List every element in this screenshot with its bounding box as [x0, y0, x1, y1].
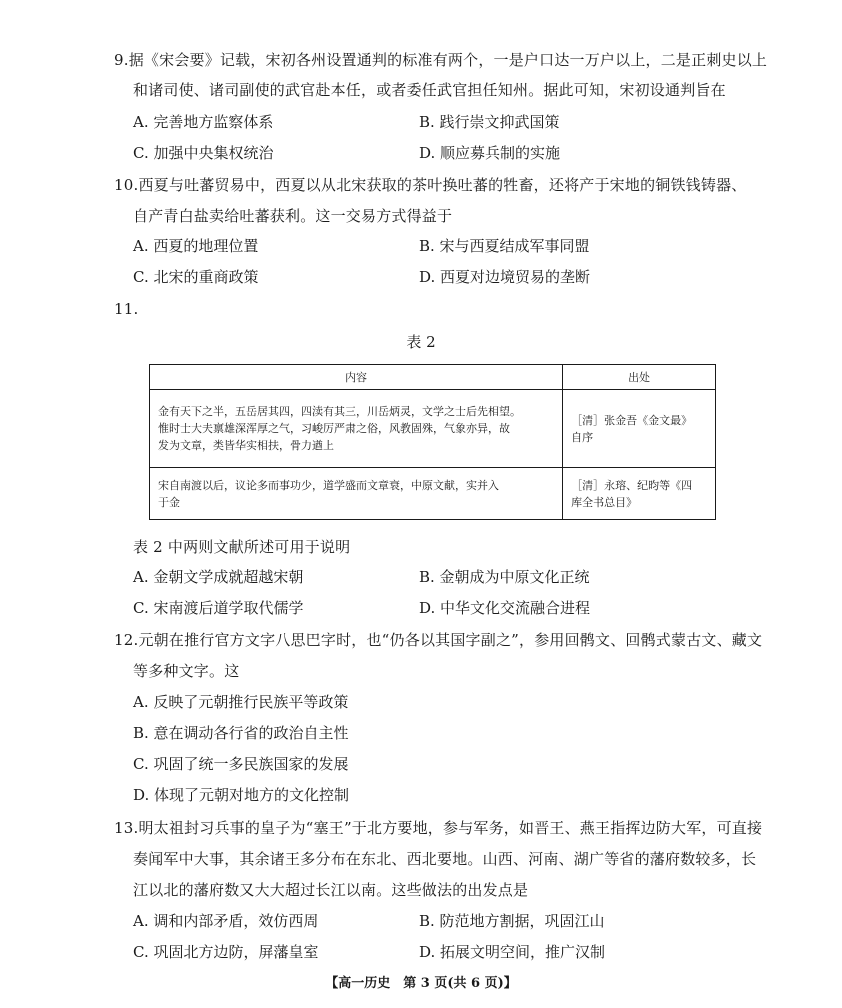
- q12-option-b: B. 意在调动各行省的政治自主性: [133, 724, 349, 742]
- q11-stem: 表 2 中两则文献所述可用于说明: [133, 538, 351, 556]
- q13-stem-line-2: 奏闻军中大事，其余诸王多分布在东北、西北要地。山西、河南、湖广等省的藩府数较多，长: [133, 850, 757, 868]
- q10-option-a: A. 西夏的地理位置: [133, 237, 259, 255]
- q9-option-c: C. 加强中央集权统治: [133, 144, 274, 162]
- q13-stem-line-3: 江以北的藩府数又大大超过长江以南。这些做法的出发点是: [133, 881, 529, 899]
- q12-option-c: C. 巩固了统一多民族国家的发展: [133, 755, 349, 773]
- q9-stem-line-2: 和诸司使、诸司副使的武官赴本任，或者委任武官担任知州。据此可知，宋初设通判旨在: [133, 81, 726, 99]
- table-row: [150, 468, 716, 520]
- table-row: [150, 390, 716, 468]
- q11-option-d: D. 中华文化交流融合进程: [419, 599, 591, 617]
- q12-option-a: A. 反映了元朝推行民族平等政策: [133, 693, 349, 711]
- q11-option-c: C. 宋南渡后道学取代儒学: [133, 599, 304, 617]
- table-2: [149, 364, 716, 520]
- table-header-content: 内容: [150, 365, 563, 390]
- q9-option-b: B. 践行崇文抑武国策: [419, 113, 560, 131]
- table-cell-line: 金有天下之半，五岳居其四，四渎有其三，川岳炳灵，文学之士后先相望。: [158, 405, 521, 418]
- q11-number: 11.: [114, 300, 139, 318]
- q9-option-a: A. 完善地方监察体系: [133, 113, 274, 131]
- q10-option-c: C. 北宋的重商政策: [133, 268, 259, 286]
- q10-stem-line-2: 自产青白盐卖给吐蕃获利。这一交易方式得益于: [133, 207, 453, 225]
- table-cell-line: 自序: [571, 430, 594, 444]
- q13-stem-line-1: 13.明太祖封习兵事的皇子为“塞王”于北方要地，参与军务，如晋王、燕王指挥边防大军，可直接: [114, 819, 763, 837]
- q9-stem-line-1: 9.据《宋会要》记载，宋初各州设置通判的标准有两个，一是户口达一万户以上，二是正刺史以上: [114, 51, 768, 69]
- table-cell-source: [563, 468, 716, 520]
- q12-stem-line-1: 12.元朝在推行官方文字八思巴字时，也“仍各以其国字副之”，参用回鹘文、回鹘式蒙古文、藏文: [114, 631, 763, 649]
- table-cell-source: [563, 390, 716, 468]
- table-cell-line: 宋自南渡以后，议论多而事功少，道学盛而文章衰，中原文献，实并入: [158, 478, 499, 492]
- q13-option-c: C. 巩固北方边防，屏藩皇室: [133, 943, 319, 961]
- q11-option-b: B. 金朝成为中原文化正统: [419, 568, 590, 586]
- q13-option-a: A. 调和内部矛盾，效仿西周: [133, 912, 319, 930]
- table-cell-content: [150, 390, 563, 468]
- table-cell-line: 于金: [158, 495, 180, 509]
- q10-stem-line-1: 10.西夏与吐蕃贸易中，西夏以从北宋获取的茶叶换吐蕃的牲畜，还将产于宋地的铜铁钱铸器、: [114, 176, 747, 194]
- q10-option-d: D. 西夏对边境贸易的垄断: [419, 268, 591, 286]
- table-cell-line: ［清］张金吾《金文最》: [571, 413, 693, 427]
- q9-option-d: D. 顺应募兵制的实施: [419, 144, 561, 162]
- q11-option-a: A. 金朝文学成就超越宋朝: [133, 568, 304, 586]
- q10-option-b: B. 宋与西夏结成军事同盟: [419, 237, 590, 255]
- q13-option-d: D. 拓展文明空间，推广汉制: [419, 943, 606, 961]
- table-caption: 表 2: [406, 333, 436, 351]
- q12-stem-line-2: 等多种文字。这: [133, 662, 240, 680]
- table-cell-line: 发为文章，类皆华实相扶，骨力遒上: [158, 439, 334, 452]
- q12-option-d: D. 体现了元朝对地方的文化控制: [133, 786, 350, 804]
- table-cell-content: [150, 468, 563, 520]
- table-header-row: [150, 365, 716, 390]
- q13-option-b: B. 防范地方割据，巩固江山: [419, 912, 605, 930]
- table-cell-line: ［清］永瑢、纪昀等《四: [571, 478, 693, 492]
- page-footer: 【高一历史 第 3 页(共 6 页)】: [325, 976, 517, 991]
- table-cell-line: 库全书总目》: [571, 495, 638, 509]
- table-cell-line: 惟时士大夫禀雄深浑厚之气，习峻厉严肃之俗，风教固殊，气象亦异，故: [158, 422, 510, 435]
- table-header-source: 出处: [563, 365, 716, 390]
